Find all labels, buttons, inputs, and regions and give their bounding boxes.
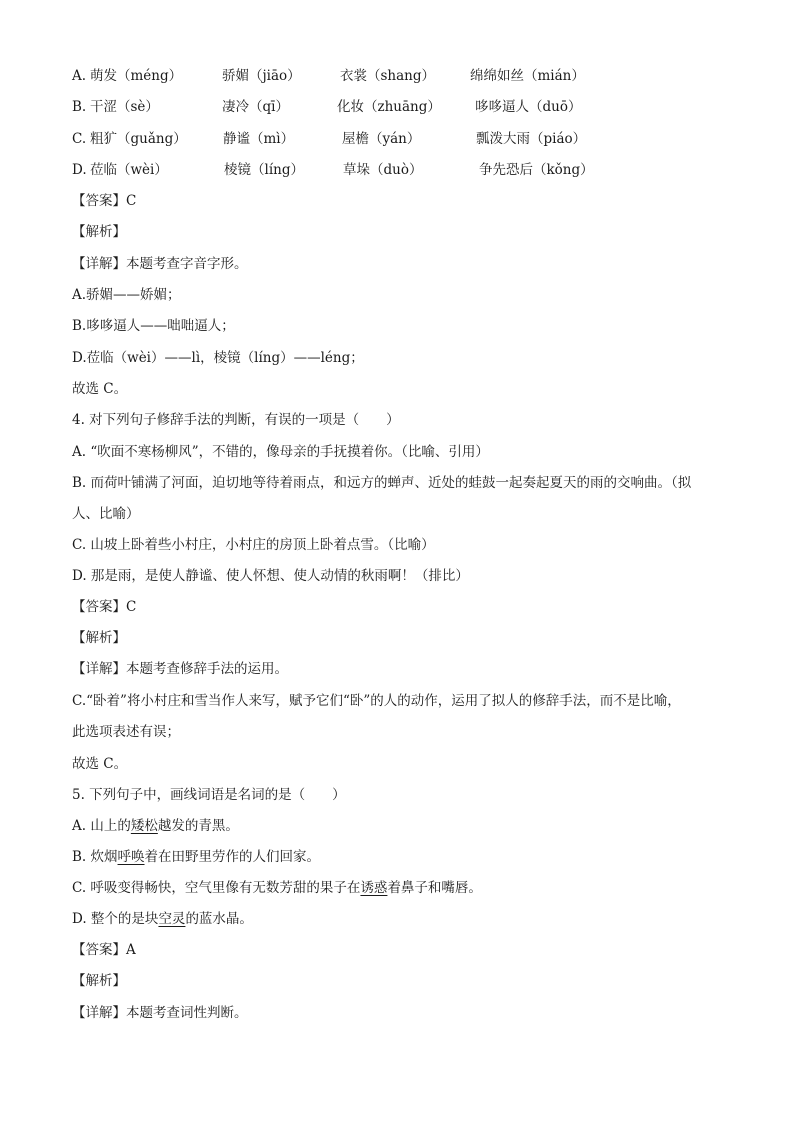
q5-option-b [72,848,320,866]
q5-option-d [72,910,253,928]
q3-detail-line: D.莅临（wèi）——lì，棱镜（líng）——léng； [72,350,364,366]
q3-detail: 【详解】本题考查字音字形。 [72,256,248,272]
underlined-word: 呼唤 [117,849,145,865]
underlined-word: 矮松 [130,818,158,834]
q5-analysis-heading: 【解析】 [72,973,126,989]
q4-detail-line: C.“卧着”将小村庄和雪当作人来写，赋予它们“卧”的人的动作，运用了拟人的修辞手法，而不是比喻， [72,693,681,709]
q4-option-d: D. 那是雨，是使人静谧、使人怀想、使人动情的秋雨啊！（排比） [72,568,469,584]
option-text: 的蓝水晶。 [185,911,253,927]
q5-answer: 【答案】A [72,942,136,958]
q4-answer: 【答案】C [72,599,137,615]
option-text: 越发的青黑。 [157,818,239,834]
underlined-word: 空灵 [158,911,186,927]
q4-conclusion: 故选 C。 [72,756,128,772]
option-item: 萌发（méng） [90,68,183,84]
option-letter: C. [72,131,87,147]
option-item: 草垛（duò） [343,162,423,178]
q4-detail-line: 此选项表述有误； [72,724,180,740]
q3-conclusion: 故选 C。 [72,381,128,397]
option-item: 衣裳（shang） [340,68,436,84]
option-text: C. 呼吸变得畅快，空气里像有无数芳甜的果子在 [72,880,361,896]
q5-option-c [72,879,482,897]
underlined-word: 诱惑 [360,880,388,896]
q4-detail: 【详解】本题考查修辞手法的运用。 [72,661,288,677]
option-letter: A. [72,68,87,84]
option-letter: D. [72,162,87,178]
q4-analysis-heading: 【解析】 [72,630,126,646]
option-text: B. 炊烟 [72,849,118,865]
option-item: 瓢泼大雨（piáo） [476,131,587,147]
option-item: 粗犷（guǎng） [90,131,187,147]
option-item: 凄冷（qī） [222,99,289,115]
option-item: 争先恐后（kǒng） [479,162,594,178]
q5-stem: 5. 下列句子中，画线词语是名词的是（ ） [72,787,346,803]
q3-detail-line: B.哆哆逼人——咄咄逼人； [72,318,235,334]
q3-detail-line: A.骄媚——娇媚； [72,287,181,303]
option-item: 化妆（zhuāng） [337,99,441,115]
option-item: 棱镜（líng） [224,162,304,178]
q4-stem: 4. 对下列句子修辞手法的判断，有误的一项是（ ） [72,412,400,428]
option-text: D. 整个的是块 [72,911,159,927]
option-item: 骄媚（jiāo） [222,68,301,84]
q5-option-a [72,817,239,835]
q3-analysis-heading: 【解析】 [72,224,126,240]
option-item: 静谧（mì） [223,131,295,147]
option-text: A. 山上的 [72,818,131,834]
option-letter: B. [72,99,87,115]
q4-option-b-cont: 人、比喻） [72,506,140,522]
option-item: 哆哆逼人（duō） [475,99,582,115]
option-item: 干涩（sè） [90,99,159,115]
q3-answer: 【答案】C [72,193,137,209]
q4-option-c: C. 山坡上卧着些小村庄，小村庄的房顶上卧着点雪。（比喻） [72,537,435,553]
q4-option-b: B. 而荷叶铺满了河面，迫切地等待着雨点，和远方的蝉声、近处的蛙鼓一起奏起夏天的雨的交响曲。（拟 [72,475,692,491]
option-item: 屋檐（yán） [342,131,421,147]
option-text: 着在田野里劳作的人们回家。 [144,849,321,865]
option-text: 着鼻子和嘴唇。 [387,880,482,896]
option-item: 莅临（wèi） [90,162,168,178]
q4-option-a: A. “吹面不寒杨柳风”，不错的，像母亲的手抚摸着你。（比喻、引用） [72,444,489,460]
option-item: 绵绵如丝（mián） [470,68,585,84]
q5-detail: 【详解】本题考查词性判断。 [72,1005,248,1021]
